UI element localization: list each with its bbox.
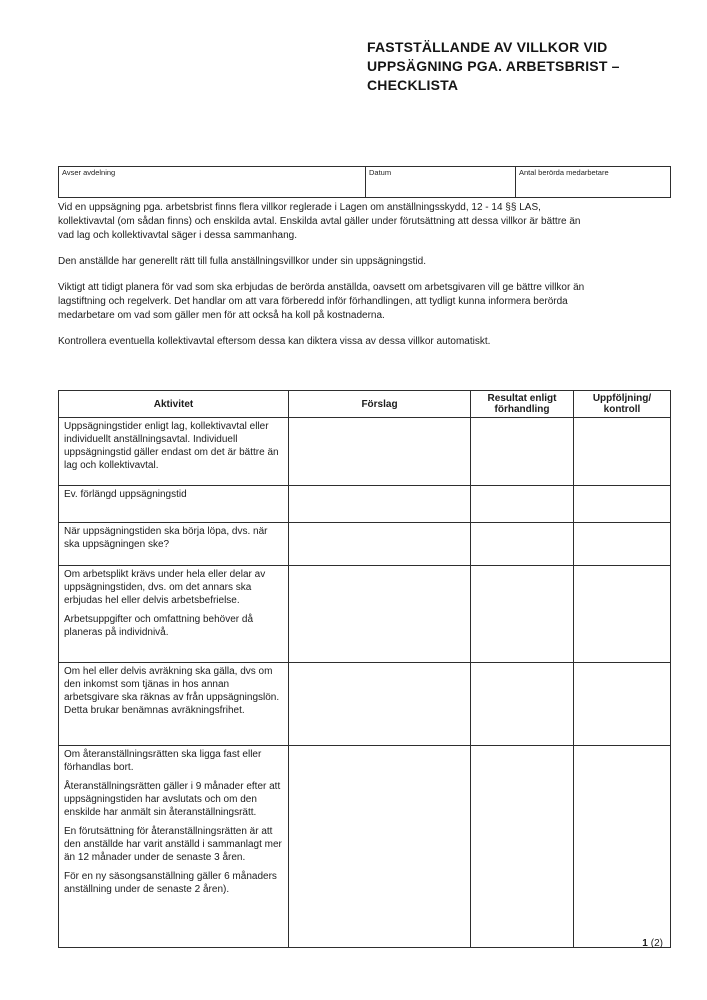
title-line-2: UPPSÄGNING PGA. ARBETSBRIST – [367, 58, 620, 74]
field-datum: Datum [366, 167, 516, 198]
table-row [59, 418, 671, 486]
title-line-1: FASTSTÄLLANDE AV VILLKOR VID [367, 39, 608, 55]
info-header-table [58, 166, 671, 198]
uppfoljning-cell [574, 746, 671, 948]
page-number-current: 1 [642, 938, 648, 949]
aktivitet-cell: Uppsägningstider enligt lag, kollektivavtal eller individuellt anställningsavtal. Individuell uppsägningstid gäller endast om det är bättre än lag och kollektivavtal. [59, 418, 289, 486]
uppfoljning-cell [574, 418, 671, 486]
page-number [642, 938, 663, 949]
intro-paragraph-3: Viktigt att tidigt planera för vad som ska erbjudas de berörda anställda, oavsett om arbetsgivaren vill ge bättre villkor än lagstiftning och regelverk. Det handlar om att vara förberedd inför förhandlingen, att tydligt kunna informera berörda medarbetare om vad som gäller men för att också ha koll på kostnaderna. [58, 282, 585, 321]
table-row [59, 486, 671, 523]
resultat-cell [471, 663, 574, 746]
title-line-3: CHECKLISTA [367, 77, 459, 93]
checklist-table [58, 390, 671, 948]
aktivitet-cell: När uppsägningstiden ska börja löpa, dvs. när ska uppsägningen ske? [59, 523, 289, 566]
aktivitet-cell: Om återanställningsrätten ska ligga fast eller förhandlas bort. Återanställningsrätten gäller i 9 månader efter att uppsägningstiden har avslutats och om den enskilde har anmält sin återanställningsrätt. En förutsättning för återanställningsrätten är att den anställde har varit anställd i sammanlagt mer än 12 månader under de senaste 3 åren. För en ny säsongsanställning gäller 6 månaders anställning under de senaste 2 åren). [59, 746, 289, 948]
header-uppfoljning: Uppföljning/ kontroll [574, 391, 671, 418]
intro-paragraph-1: Vid en uppsägning pga. arbetsbrist finns flera villkor reglerade i Lagen om anställningsskydd, 12 - 14 §§ LAS, kollektivavtal (om sådan finns) och enskilda avtal. Enskilda avtal gäller under förutsättning att dessa villkor är bättre än vad lag och kollektivavtal säger i dessa sammanhang. [58, 202, 581, 241]
checklist-header-row [59, 391, 671, 418]
forslag-cell [289, 486, 471, 523]
uppfoljning-cell [574, 663, 671, 746]
resultat-cell [471, 746, 574, 948]
uppfoljning-cell [574, 486, 671, 523]
forslag-cell [289, 418, 471, 486]
resultat-cell [471, 486, 574, 523]
document-title [367, 38, 677, 95]
forslag-cell [289, 746, 471, 948]
aktivitet-cell: Ev. förlängd uppsägningstid [59, 486, 289, 523]
field-antal-berorda-medarbetare: Antal berörda medarbetare [516, 167, 671, 198]
resultat-cell [471, 418, 574, 486]
uppfoljning-cell [574, 566, 671, 663]
aktivitet-cell: Om hel eller delvis avräkning ska gälla, dvs om den inkomst som tjänas in hos annan arbetsgivare ska räknas av från uppsägningslön. Detta brukar benämnas avräkningsfrihet. [59, 663, 289, 746]
forslag-cell [289, 566, 471, 663]
field-avser-avdelning: Avser avdelning [59, 167, 366, 198]
intro-paragraph-2: Den anställde har generellt rätt till fulla anställningsvillkor under sin uppsägningstid. [58, 256, 426, 267]
page-number-total: (2) [650, 938, 663, 949]
header-resultat: Resultat enligt förhandling [471, 391, 574, 418]
forslag-cell [289, 523, 471, 566]
aktivitet-cell: Om arbetsplikt krävs under hela eller delar av uppsägningstiden, dvs. om det annars ska erbjudas hel eller delvis arbetsbefrielse. Arbetsuppgifter och omfattning behöver då planeras på individnivå. [59, 566, 289, 663]
table-row [59, 746, 671, 948]
intro-text [58, 201, 658, 361]
resultat-cell [471, 523, 574, 566]
intro-paragraph-4: Kontrollera eventuella kollektivavtal eftersom dessa kan diktera vissa av dessa villkor automatiskt. [58, 336, 491, 347]
header-aktivitet: Aktivitet [59, 391, 289, 418]
uppfoljning-cell [574, 523, 671, 566]
table-row [59, 523, 671, 566]
forslag-cell [289, 663, 471, 746]
table-row [59, 566, 671, 663]
header-forslag: Förslag [289, 391, 471, 418]
resultat-cell [471, 566, 574, 663]
table-row [59, 663, 671, 746]
